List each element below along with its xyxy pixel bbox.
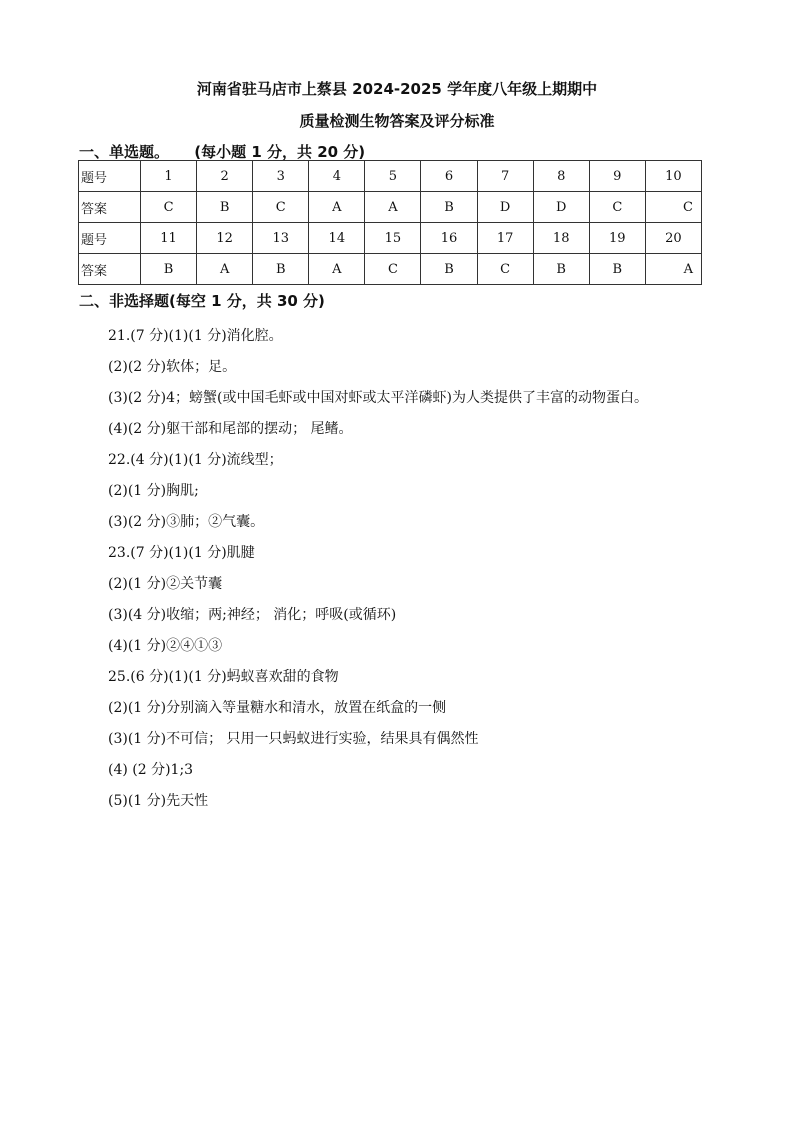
table-row <box>79 254 702 285</box>
table-cell: 9 <box>589 161 645 192</box>
answer-line: (2)(2 分)软体；足。 <box>108 359 237 375</box>
answer-table <box>78 160 702 285</box>
table-cell: 7 <box>477 161 533 192</box>
table-cell: C <box>589 192 645 223</box>
table-cell: 14 <box>309 223 365 254</box>
answer-line: 23.(7 分)(1)(1 分)肌腱 <box>108 545 255 561</box>
row-header: 答案 <box>79 192 141 223</box>
row-header: 题号 <box>79 161 141 192</box>
table-cell: B <box>533 254 589 285</box>
table-cell: B <box>421 254 477 285</box>
table-cell: 4 <box>309 161 365 192</box>
answer-line: 25.(6 分)(1)(1 分)蚂蚁喜欢甜的食物 <box>108 669 339 685</box>
table-cell: 20 <box>645 223 701 254</box>
table-cell: 19 <box>589 223 645 254</box>
answer-line: (4)(1 分)②④①③ <box>108 638 223 654</box>
table-cell: A <box>309 254 365 285</box>
table-cell: 16 <box>421 223 477 254</box>
table-row <box>79 192 702 223</box>
answer-line: (3)(2 分)③肺；②气囊。 <box>108 514 265 530</box>
answer-line: (3)(2 分)4；螃蟹(或中国毛虾或中国对虾或太平洋磷虾)为人类提供了丰富的动物蛋白。 <box>108 390 648 406</box>
table-cell: 11 <box>141 223 197 254</box>
table-cell: B <box>589 254 645 285</box>
table-cell: 10 <box>645 161 701 192</box>
answer-line: (2)(1 分)分别滴入等量糖水和清水，放置在纸盒的一侧 <box>108 700 447 716</box>
table-row <box>79 223 702 254</box>
answer-line: (3)(4 分)收缩；两;神经； 消化；呼吸(或循环) <box>108 607 397 623</box>
answer-line: (3)(1 分)不可信； 只用一只蚂蚁进行实验，结果具有偶然性 <box>108 731 479 747</box>
table-cell: 8 <box>533 161 589 192</box>
section-2-heading: 二、非选择题(每空 1 分，共 30 分) <box>79 292 325 310</box>
row-header: 答案 <box>79 254 141 285</box>
table-cell: 6 <box>421 161 477 192</box>
table-cell: 2 <box>197 161 253 192</box>
table-cell: 3 <box>253 161 309 192</box>
title-line-1: 河南省驻马店市上蔡县 2024-2025 学年度八年级上期期中 <box>196 80 598 98</box>
table-cell: 12 <box>197 223 253 254</box>
table-cell: C <box>645 192 701 223</box>
table-cell: 5 <box>365 161 421 192</box>
table-cell: 13 <box>253 223 309 254</box>
table-cell: B <box>197 192 253 223</box>
table-cell: A <box>309 192 365 223</box>
answer-lines <box>108 321 648 817</box>
table-cell: A <box>645 254 701 285</box>
table-cell: 1 <box>141 161 197 192</box>
answer-line: 21.(7 分)(1)(1 分)消化腔。 <box>108 328 283 344</box>
table-cell: B <box>421 192 477 223</box>
table-cell: A <box>197 254 253 285</box>
table-cell: B <box>141 254 197 285</box>
table-cell: 17 <box>477 223 533 254</box>
table-cell: C <box>365 254 421 285</box>
table-cell: B <box>253 254 309 285</box>
table-cell: A <box>365 192 421 223</box>
table-cell: 15 <box>365 223 421 254</box>
section-1-heading <box>79 141 365 162</box>
answer-line: 22.(4 分)(1)(1 分)流线型； <box>108 452 283 468</box>
table-cell: C <box>477 254 533 285</box>
answer-line: (2)(1 分)胸肌; <box>108 483 199 499</box>
title-line-2: 质量检测生物答案及评分标准 <box>299 112 495 130</box>
answer-line: (5)(1 分)先天性 <box>108 793 209 809</box>
table-cell: C <box>253 192 309 223</box>
table-cell: D <box>533 192 589 223</box>
table-cell: 18 <box>533 223 589 254</box>
answer-line: (4) (2 分)1;3 <box>108 762 194 778</box>
table-row <box>79 161 702 192</box>
section-1-note: (每小题 1 分，共 20 分) <box>194 143 366 161</box>
row-header: 题号 <box>79 223 141 254</box>
table-cell: D <box>477 192 533 223</box>
answer-line: (4)(2 分)躯干部和尾部的摆动； 尾鳍。 <box>108 421 353 437</box>
answer-line: (2)(1 分)②关节囊 <box>108 576 223 592</box>
table-cell: C <box>141 192 197 223</box>
section-1-title: 一、单选题。 <box>79 143 170 161</box>
